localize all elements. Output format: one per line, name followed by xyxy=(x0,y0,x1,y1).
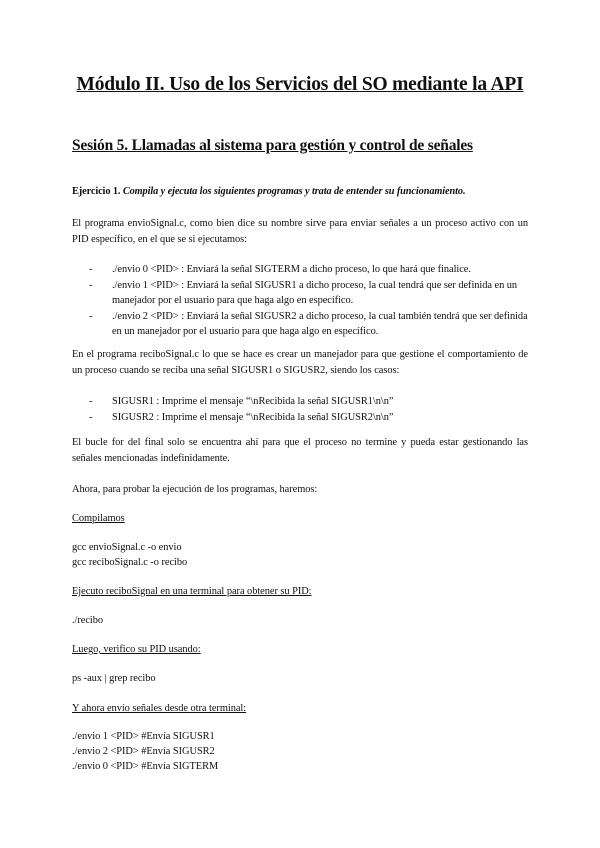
verify-heading: Luego, verifico su PID usando: xyxy=(72,644,201,655)
list-item xyxy=(72,278,532,309)
compile-command: gcc reciboSignal.c -o recibo xyxy=(72,557,188,568)
send-command: ./envio 0 <PID> #Envía SIGTERM xyxy=(72,761,219,772)
recibo-paragraph: En el programa reciboSignal.c lo que se hace es crear un manejador para que gestione el comportamiento de un proceso cuando se reciba una señal SIGUSR1 o SIGUSR2, siendo los casos: xyxy=(72,349,528,376)
list-item xyxy=(72,410,532,426)
send-heading: Y ahora envío señales desde otra terminal: xyxy=(72,703,247,714)
loop-paragraph: El bucle for del final solo se encuentra ahí para que el proceso no termine y pueda estar gestionando las señales mencionadas indefinidamente. xyxy=(72,437,528,464)
list-item-text: SIGUSR1 : Imprime el mensaje “\nRecibida la señal SIGUSR1\n\n” xyxy=(112,396,394,407)
verify-command: ps -aux | grep recibo xyxy=(72,673,156,684)
send-command: ./envio 2 <PID> #Envía SIGUSR2 xyxy=(72,746,215,757)
exercise-text: Compila y ejecuta los siguientes programas y trata de entender su funcionamiento. xyxy=(120,186,466,197)
list-item-text: ./envio 0 <PID> : Enviará la señal SIGTERM a dicho proceso, lo que hará que finalice. xyxy=(112,264,471,275)
module-title: Módulo II. Uso de los Servicios del SO mediante la API xyxy=(76,74,524,95)
exercise-label: Ejercicio 1. xyxy=(72,186,121,197)
list-item-text: SIGUSR2 : Imprime el mensaje “\nRecibida la señal SIGUSR2\n\n” xyxy=(112,411,394,423)
recibo-cases-list xyxy=(72,394,532,425)
list-item xyxy=(72,262,532,278)
bullet-dash: - xyxy=(89,310,93,322)
list-item-text: ./envio 1 <PID> : Enviará la señal SIGUSR1 a dicho proceso, la cual tendrá que ser definida en un manejador por el usuario para que haga algo en específico. xyxy=(112,279,518,306)
list-item xyxy=(72,309,532,340)
intro-paragraph: El programa envioSignal.c, como bien dice su nombre sirve para enviar señales a un proceso activo con un PID específico, en el que se si ejecutamos: xyxy=(72,218,528,245)
envio-cases-list xyxy=(72,262,532,340)
bullet-dash: - xyxy=(89,264,93,275)
compile-command: gcc envioSignal.c -o envio xyxy=(72,542,182,553)
list-item xyxy=(72,394,532,410)
exercise-statement xyxy=(72,186,532,197)
run-heading: Ejecuto reciboSignal en una terminal para obtener su PID: xyxy=(72,586,312,597)
test-intro: Ahora, para probar la ejecución de los programas, haremos: xyxy=(72,484,318,495)
bullet-dash: - xyxy=(89,411,93,423)
session-title: Sesión 5. Llamadas al sistema para gestión y control de señales xyxy=(72,137,473,154)
send-command: ./envio 1 <PID> #Envía SIGUSR1 xyxy=(72,731,215,742)
compile-heading: Compilamos xyxy=(72,513,125,524)
list-item-text: ./envio 2 <PID> : Enviará la señal SIGUSR2 a dicho proceso, la cual también tendrá que ser definida en un manejador por el usuario para que haga algo en específico. xyxy=(112,310,528,337)
run-command: ./recibo xyxy=(72,615,104,626)
bullet-dash: - xyxy=(89,279,93,291)
bullet-dash: - xyxy=(89,396,93,407)
